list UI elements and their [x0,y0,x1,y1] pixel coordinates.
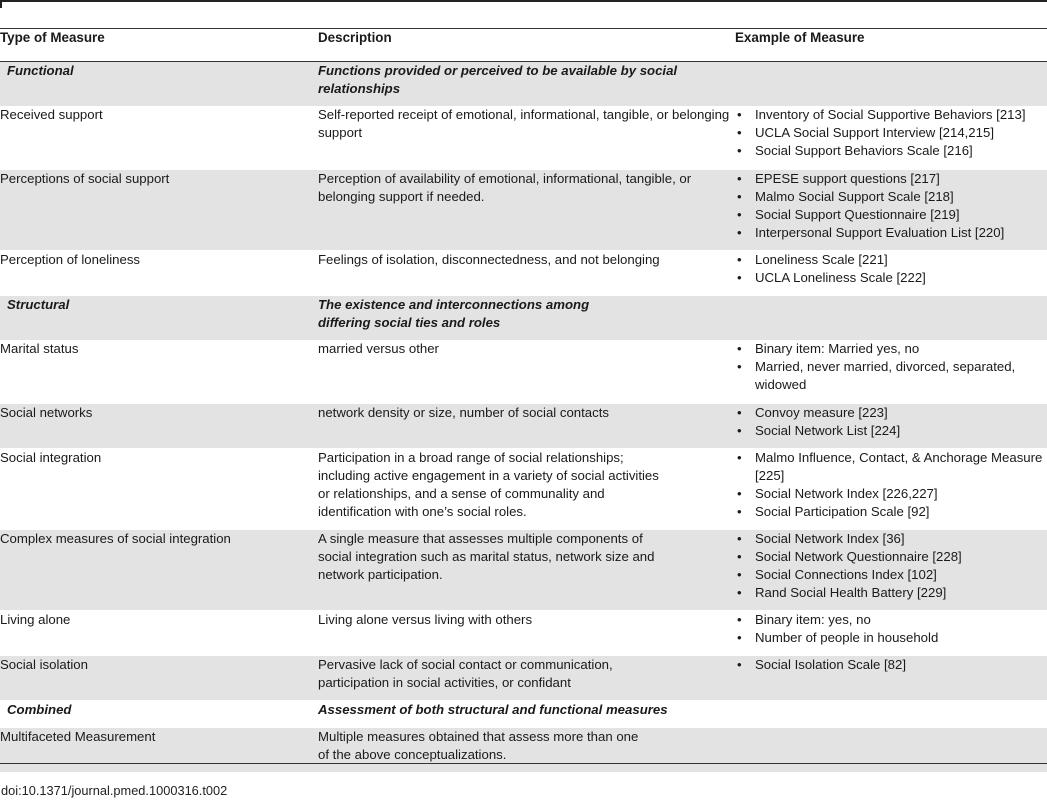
measure-description: Participation in a broad range of social relationships; including active engagement in a variety of social activities or relationships, and a sense of communality and identification with one’s social roles. [318,448,735,529]
measure-examples [735,448,1047,529]
measure-type: Perceptions of social support [0,169,318,250]
list-item: • UCLA Social Support Interview [214,215] [735,124,1047,142]
example-list [735,404,1047,440]
table-row [0,610,1047,655]
measure-description: married versus other [318,340,735,403]
list-item: • Inventory of Social Supportive Behaviors [213] [735,106,1047,124]
category-example-empty [735,700,1047,727]
measures-table [0,29,1047,773]
column-header-description: Description [318,29,735,61]
example-list [735,340,1047,394]
list-item: • Binary item: yes, no [735,611,1047,629]
measure-examples [735,250,1047,295]
measure-description: Living alone versus living with others [318,610,735,655]
column-header-type: Type of Measure [0,29,318,61]
table-row [0,529,1047,610]
measure-description: A single measure that assesses multiple components of social integration such as marital status, network size and network participation. [318,529,735,610]
table-row [0,448,1047,529]
measure-examples [735,169,1047,250]
category-description: The existence and interconnections among differing social ties and roles [318,295,735,340]
list-item: • Interpersonal Support Evaluation List [220] [735,224,1047,242]
measure-type: Complex measures of social integration [0,529,318,610]
category-row-structural [0,295,1047,340]
measure-examples [735,655,1047,700]
example-list [735,170,1047,242]
measure-description: Multiple measures obtained that assess more than one of the above conceptualizations. [318,727,735,772]
list-item: • Rand Social Health Battery [229] [735,584,1047,602]
list-item: • EPESE support questions [217] [735,170,1047,188]
list-item: • Social Network List [224] [735,422,1047,440]
example-list [735,611,1047,647]
table-row [0,340,1047,403]
measure-description: network density or size, number of social contacts [318,403,735,448]
category-label: Combined [0,700,318,727]
list-item: • Social Network Index [36] [735,530,1047,548]
category-row-combined [0,700,1047,727]
measure-type: Social isolation [0,655,318,700]
list-item: • Social Participation Scale [92] [735,503,1047,521]
category-example-empty [735,295,1047,340]
measure-type: Multifaceted Measurement [0,727,318,772]
category-description: Assessment of both structural and functional measures [318,700,735,727]
measure-examples [735,610,1047,655]
list-item: • Binary item: Married yes, no [735,340,1047,358]
measure-examples [735,106,1047,169]
list-item: • Social Network Questionnaire [228] [735,548,1047,566]
example-list [735,530,1047,602]
measure-examples [735,727,1047,772]
measure-type: Living alone [0,610,318,655]
category-row-functional [0,61,1047,106]
table-row [0,250,1047,295]
list-item: • Social Support Questionnaire [219] [735,206,1047,224]
column-header-example: Example of Measure [735,29,1047,61]
list-item: • Married, never married, divorced, separated, widowed [735,358,1047,394]
table-row [0,403,1047,448]
table-row [0,727,1047,772]
measure-description: Feelings of isolation, disconnectedness, and not belonging [318,250,735,295]
measure-type: Marital status [0,340,318,403]
table-row [0,655,1047,700]
list-item: • Loneliness Scale [221] [735,251,1047,269]
category-example-empty [735,61,1047,106]
measure-description: Perception of availability of emotional, informational, tangible, or belonging support if needed. [318,169,735,250]
list-item: • Number of people in household [735,629,1047,647]
header-row [0,29,1047,61]
list-item: • UCLA Loneliness Scale [222] [735,269,1047,287]
measure-examples [735,403,1047,448]
list-item: • Malmo Social Support Scale [218] [735,188,1047,206]
list-item: • Malmo Influence, Contact, & Anchorage Measure [225] [735,449,1047,485]
list-item: • Social Connections Index [102] [735,566,1047,584]
measure-type: Perception of loneliness [0,250,318,295]
category-label: Functional [0,61,318,106]
example-list [735,251,1047,287]
example-list [735,449,1047,521]
example-list [735,106,1047,160]
measure-description: Self-reported receipt of emotional, informational, tangible, or belonging support [318,106,735,169]
doi-caption: doi:10.1371/journal.pmed.1000316.t002 [1,783,228,798]
category-description: Functions provided or perceived to be available by social relationships [318,61,735,106]
list-item: • Social Support Behaviors Scale [216] [735,142,1047,160]
table-row [0,106,1047,169]
bottom-rule [0,763,1047,764]
measure-description: Pervasive lack of social contact or communication, participation in social activities, or confidant [318,655,735,700]
measure-type: Social integration [0,448,318,529]
category-label: Structural [0,295,318,340]
example-list [735,656,1047,674]
list-item: • Social Isolation Scale [82] [735,656,1047,674]
measure-type: Social networks [0,403,318,448]
list-item: • Social Network Index [226,227] [735,485,1047,503]
top-rule [0,0,1047,2]
table-row [0,169,1047,250]
measure-type: Received support [0,106,318,169]
measure-examples [735,340,1047,403]
measure-examples [735,529,1047,610]
list-item: • Convoy measure [223] [735,404,1047,422]
